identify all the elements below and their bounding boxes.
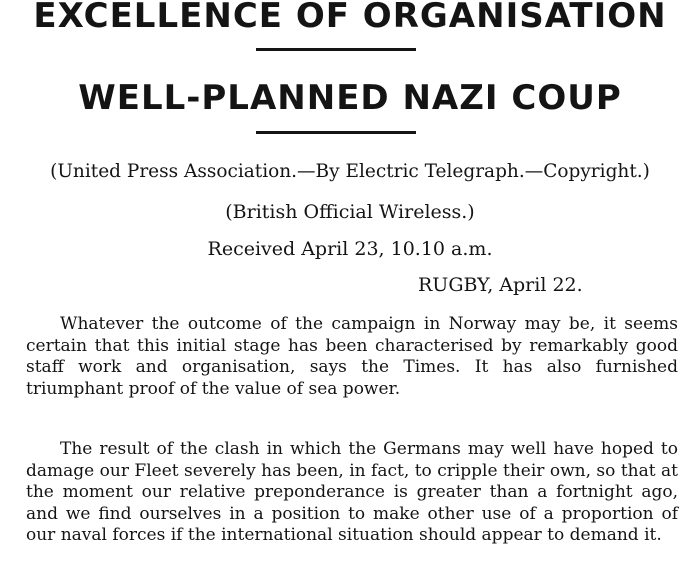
body-paragraph: Whatever the outcome of the campaign in Norway may be, it seems certain that this initial stage has been characterised by remarkably good staff work and organisation, says the Times. It has also furnished triumphant proof of the value of sea power. [26,314,678,399]
agency-credit-line: (United Press Association.—By Electric Telegraph.—Copyright.) [50,161,650,182]
body-paragraph: The result of the clash in which the Germans may well have hoped to damage our Fleet severely has been, in fact, to cripple their own, so that at the moment our relative preponderance is greater than a fortnight ago, and we find ourselves in a position to make other use of a proportion of our naval forces if the international situation should appear to demand it. [26,439,678,545]
headline-secondary: WELL-PLANNED NAZI COUP [78,78,622,118]
source-credit-line: (British Official Wireless.) [225,201,475,223]
dateline: RUGBY, April 22. [418,274,583,296]
headline-rule-top [256,48,416,51]
headline-rule-bottom [256,131,416,134]
received-timestamp: Received April 23, 10.10 a.m. [207,238,493,260]
headline-primary: EXCELLENCE OF ORGANISATION [33,0,667,36]
